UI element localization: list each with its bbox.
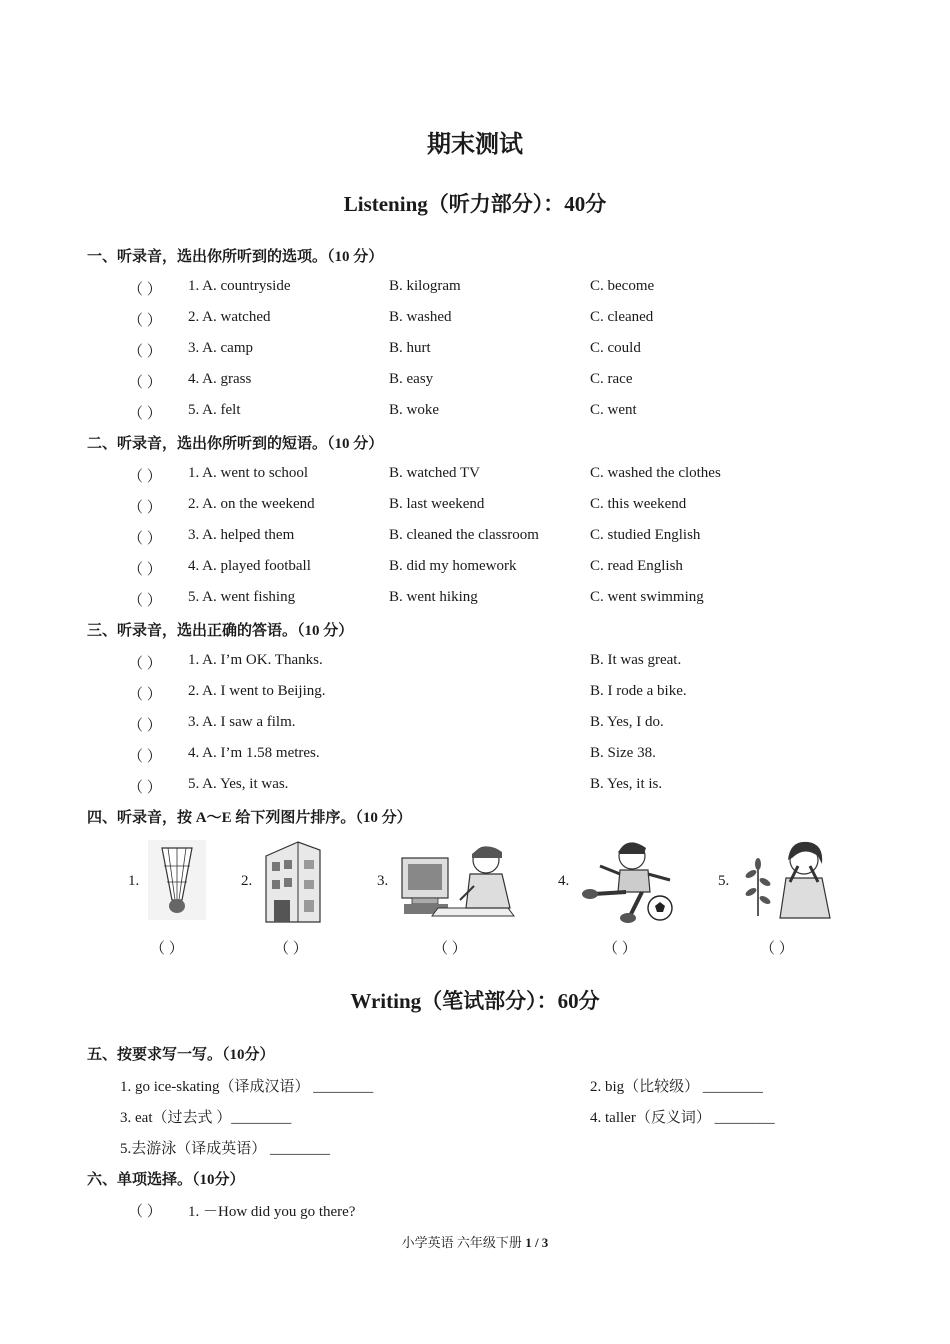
option-b: B. washed — [389, 309, 452, 325]
option-c: C. washed the clothes — [590, 465, 721, 481]
building-icon — [258, 836, 328, 926]
section-2-heading: 二、听录音，选出你所听到的短语。（10 分） — [87, 436, 384, 452]
list-item: 5.去游泳（译成英语） ________ — [120, 1141, 331, 1157]
option-a: 1. A. went to school — [188, 465, 308, 481]
section-1-heading: 一、听录音，选出你所听到的选项。（10 分） — [87, 249, 384, 265]
listening-part-title: Listening（听力部分）：40分 — [343, 192, 607, 216]
answer-blank: （ ） — [128, 500, 162, 516]
option-c: C. become — [590, 278, 655, 294]
option-b: B. did my homework — [389, 558, 517, 574]
answer-blank: （ ） — [433, 941, 467, 957]
answer-blank: （ ） — [128, 406, 162, 422]
option-b: B. Yes, I do. — [590, 714, 664, 730]
answer-blank: （ ） — [128, 1204, 162, 1220]
option-a: 4. A. I’m 1.58 metres. — [188, 745, 320, 761]
option-c: C. went swimming — [590, 589, 704, 605]
option-c: C. read English — [590, 558, 683, 574]
picture-number: 4. — [558, 873, 570, 889]
option-a: 3. A. camp — [188, 340, 253, 356]
option-a: 5. A. Yes, it was. — [188, 776, 289, 792]
option-a: 2. A. I went to Beijing. — [188, 683, 326, 699]
option-c: C. went — [590, 402, 637, 418]
answer-blank: （ ） — [274, 941, 308, 957]
option-c: C. cleaned — [590, 309, 654, 325]
answer-blank: （ ） — [128, 282, 162, 298]
section-6-heading: 六、单项选择。（10分） — [87, 1172, 245, 1188]
section-3-heading: 三、听录音，选出正确的答语。（10 分） — [87, 623, 354, 639]
option-a: 3. A. helped them — [188, 527, 295, 543]
answer-blank: （ ） — [128, 656, 162, 672]
section-5-heading: 五、按要求写一写。（10分） — [87, 1047, 275, 1063]
boy-at-computer-icon — [398, 838, 522, 922]
option-b: B. easy — [389, 371, 434, 387]
answer-blank: （ ） — [128, 313, 162, 329]
list-item: 1. go ice-skating（译成汉语） ________ — [120, 1079, 374, 1095]
option-b: B. It was great. — [590, 652, 682, 668]
shuttlecock-icon — [144, 838, 210, 924]
option-a: 5. A. felt — [188, 402, 241, 418]
option-b: B. went hiking — [389, 589, 478, 605]
option-c: C. studied English — [590, 527, 701, 543]
page-title: 期末测试 — [427, 132, 523, 158]
picture-number: 2. — [241, 873, 253, 889]
page-footer — [0, 1232, 950, 1251]
option-b: B. Size 38. — [590, 745, 656, 761]
answer-blank: （ ） — [128, 531, 162, 547]
section-4-heading: 四、听录音，按 A～E 给下列图片排序。（10 分） — [87, 810, 412, 826]
picture-number: 1. — [128, 873, 140, 889]
answer-blank: （ ） — [603, 941, 637, 957]
list-item: 2. big（比较级） ________ — [590, 1079, 763, 1095]
option-c: C. could — [590, 340, 641, 356]
option-c: C. this weekend — [590, 496, 687, 512]
question-text: 1. －How did you go there? — [188, 1204, 356, 1220]
boy-playing-football-icon — [578, 836, 688, 926]
page-number: 1 / 3 — [525, 1235, 549, 1250]
option-a: 5. A. went fishing — [188, 589, 296, 605]
answer-blank: （ ） — [128, 344, 162, 360]
option-b: B. last weekend — [389, 496, 485, 512]
girl-sneezing-plant-icon — [738, 836, 844, 922]
option-b: B. I rode a bike. — [590, 683, 687, 699]
option-a: 4. A. played football — [188, 558, 311, 574]
writing-part-title: Writing（笔试部分）：60分 — [350, 989, 600, 1013]
answer-blank: （ ） — [128, 562, 162, 578]
picture-number: 5. — [718, 873, 730, 889]
option-a: 1. A. countryside — [188, 278, 291, 294]
option-b: B. kilogram — [389, 278, 461, 294]
answer-blank: （ ） — [760, 941, 794, 957]
answer-blank: （ ） — [150, 941, 184, 957]
option-a: 4. A. grass — [188, 371, 252, 387]
answer-blank: （ ） — [128, 593, 162, 609]
answer-blank: （ ） — [128, 375, 162, 391]
option-b: B. watched TV — [389, 465, 480, 481]
list-item: 4. taller（反义词） ________ — [590, 1110, 775, 1126]
answer-blank: （ ） — [128, 749, 162, 765]
answer-blank: （ ） — [128, 469, 162, 485]
option-a: 1. A. I’m OK. Thanks. — [188, 652, 323, 668]
option-b: B. hurt — [389, 340, 431, 356]
option-a: 2. A. on the weekend — [188, 496, 315, 512]
answer-blank: （ ） — [128, 718, 162, 734]
option-a: 2. A. watched — [188, 309, 271, 325]
option-b: B. Yes, it is. — [590, 776, 663, 792]
answer-blank: （ ） — [128, 687, 162, 703]
picture-number: 3. — [377, 873, 389, 889]
option-b: B. cleaned the classroom — [389, 527, 539, 543]
option-b: B. woke — [389, 402, 439, 418]
list-item: 3. eat（过去式 ）________ — [120, 1110, 292, 1126]
option-a: 3. A. I saw a film. — [188, 714, 296, 730]
answer-blank: （ ） — [128, 780, 162, 796]
option-c: C. race — [590, 371, 633, 387]
footer-text: 小学英语 六年级下册 — [401, 1235, 526, 1250]
